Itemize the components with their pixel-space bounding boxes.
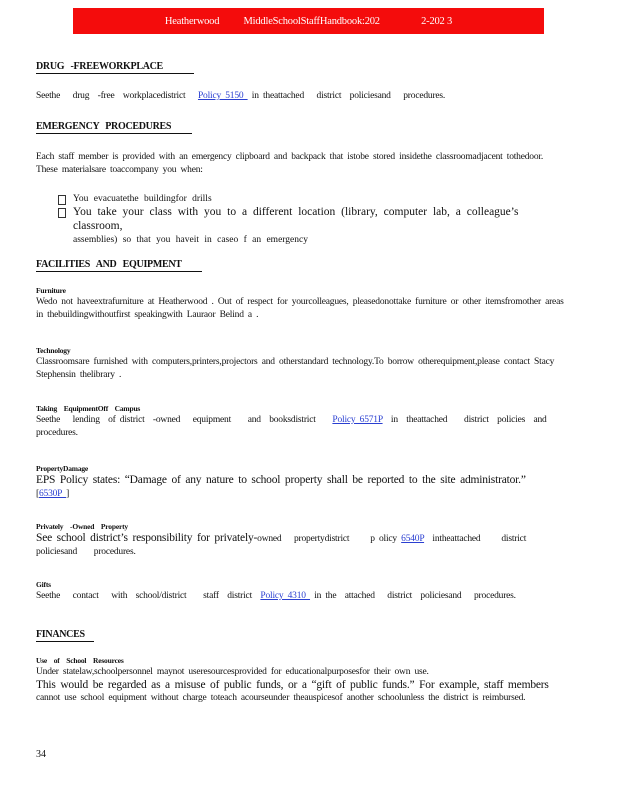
gifts-text-after: in the attached district policiesand procedures. xyxy=(310,591,516,601)
policy-6530p-link[interactable]: 6530P xyxy=(38,488,67,499)
header-handbook: MiddleSchoolStaffHandbook:202 xyxy=(243,15,380,27)
taking-text-before: Seethe lending of district -owned equipment and booksdistrict xyxy=(36,415,333,425)
bullet-text-large: You take your class with you to a different location (library, computer lab, a colleague’s classroom, xyxy=(73,206,519,232)
technology-title: Technology xyxy=(36,346,71,355)
furniture-subsection xyxy=(36,286,564,321)
taking-text-after: in theattached district policies and procedures. xyxy=(36,415,555,438)
list-item xyxy=(58,206,564,247)
use-of-resources-title: Use of School Resources xyxy=(36,656,124,665)
list-item xyxy=(58,193,564,206)
technology-text: Classroomsare furnished with computers,printers,projectors and otherstandard technology.To borrow otherequipment,please contact Stacy Stephensin thelibrary . xyxy=(36,357,555,380)
furniture-text: Wedo not haveextrafurniture at Heatherwood . Out of respect for yourcolleagues, pleasedonottake furniture or other itemsfromother areas in thebuildingwithoutfirst speakingwith Lauraor Belind a . xyxy=(36,297,564,320)
page-header-bar xyxy=(73,8,544,34)
privately-owned-text-before: owned propertydistrict p olicy xyxy=(257,534,402,544)
taking-equipment-text xyxy=(36,414,564,439)
property-damage-text xyxy=(36,474,564,500)
checkbox-bullet-icon xyxy=(58,208,66,218)
gifts-text xyxy=(36,590,564,603)
finances-title: FINANCES xyxy=(36,629,94,642)
drug-free-section xyxy=(36,56,564,103)
policy-5150-link[interactable]: Policy 5150 xyxy=(197,91,248,101)
privately-owned-title: Privately -Owned Property xyxy=(36,522,128,531)
bullet-text-continued: assemblies) so that you haveit in caseo f an emergency xyxy=(73,235,308,245)
page-number: 34 xyxy=(36,749,46,760)
bracket-close: ] xyxy=(66,488,70,499)
taking-equipment-title: Taking EquipmentOff Campus xyxy=(36,404,141,413)
finances-section xyxy=(36,624,564,642)
policy-6571p-link[interactable]: Policy 6571P xyxy=(332,415,383,425)
gifts-subsection xyxy=(36,580,564,603)
privately-owned-text xyxy=(36,532,564,558)
use-of-resources-text-2: cannot use school equipment without charge toteach acourseunder theauspicesof another schoolunless the district is reimbursed. xyxy=(36,693,526,703)
bracket-open: [ xyxy=(36,488,39,499)
bullet-text: You evacuatethe buildingfor drills xyxy=(73,194,212,204)
use-of-resources-subsection xyxy=(36,656,564,705)
drug-free-text-before: Seethe drug -free workplacedistrict xyxy=(36,91,198,101)
gifts-text-before: Seethe contact with school/district staff district xyxy=(36,591,261,601)
emergency-title: EMERGENCY PROCEDURES xyxy=(36,121,192,134)
privately-owned-text-after: intheattached district policiesand procedures. xyxy=(36,534,535,557)
furniture-title: Furniture xyxy=(36,286,66,295)
privately-owned-subsection xyxy=(36,522,564,558)
header-school: Heatherwood xyxy=(164,15,220,27)
facilities-section xyxy=(36,254,564,272)
drug-free-text-after: in theattached district policiesand procedures. xyxy=(247,91,446,101)
privately-owned-large-text: See school district’s responsibility for privately- xyxy=(36,532,258,544)
property-damage-title: PropertyDamage xyxy=(36,464,89,473)
emergency-section xyxy=(36,116,564,247)
property-damage-statement: EPS Policy states: “Damage of any nature to school property shall be reported to the site administrator.” xyxy=(36,474,526,486)
policy-4310-link[interactable]: Policy 4310 xyxy=(260,591,311,601)
policy-6540p-link[interactable]: 6540P xyxy=(401,534,425,544)
use-of-resources-large-text: This would be regarded as a misuse of public funds, or a “gift of public funds.” For example, staff members xyxy=(36,678,549,691)
property-damage-subsection xyxy=(36,464,564,500)
use-of-resources-text xyxy=(36,666,564,705)
emergency-bullet-list xyxy=(36,193,564,247)
header-year: 2-202 3 xyxy=(421,15,453,27)
gifts-title: Gifts xyxy=(36,580,51,589)
facilities-title: FACILITIES AND EQUIPMENT xyxy=(36,259,202,272)
technology-subsection xyxy=(36,346,564,381)
drug-free-title: DRUG -FREEWORKPLACE xyxy=(36,61,194,74)
drug-free-text xyxy=(36,90,564,103)
taking-equipment-subsection xyxy=(36,404,564,439)
emergency-text: Each staff member is provided with an emergency clipboard and backpack that istobe stored insidethe classroomadjacent tothedoor. These materialsare toaccompany you when: xyxy=(36,152,544,175)
use-of-resources-text-1: Under statelaw,schoolpersonnel maynot useresourcesprovided for educationalpurposesfor their own use. xyxy=(36,667,429,677)
checkbox-bullet-icon xyxy=(58,195,66,205)
